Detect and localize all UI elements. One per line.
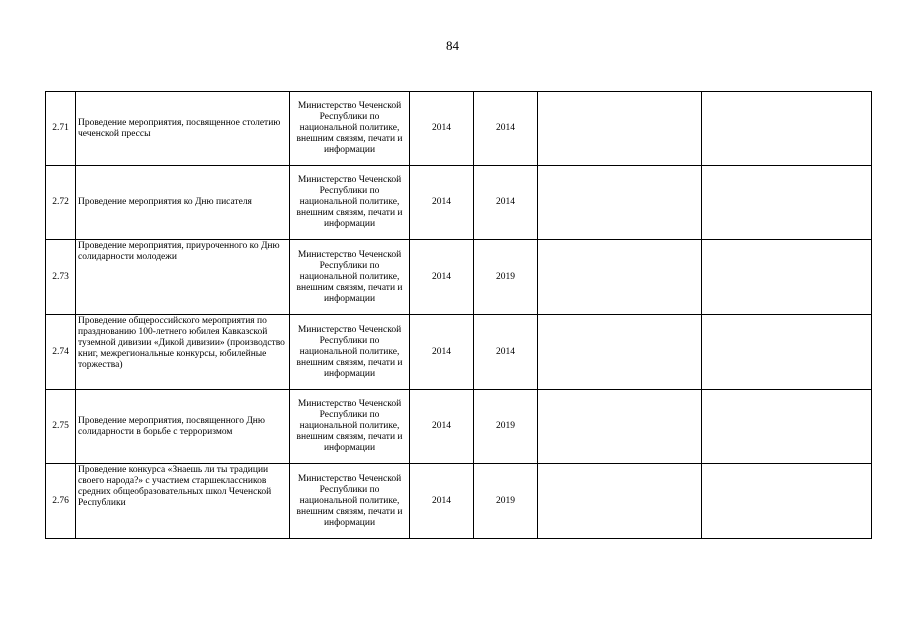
executor: Министерство Чеченской Республики по национальной политике, внешним связям, печати и информации — [290, 464, 410, 539]
page-number: 84 — [446, 38, 459, 53]
empty-cell — [702, 315, 872, 390]
event-name: Проведение мероприятия ко Дню писателя — [76, 166, 290, 240]
empty-cell — [538, 315, 702, 390]
end-year: 2019 — [474, 240, 538, 315]
row-number: 2.75 — [46, 390, 76, 464]
empty-cell — [702, 464, 872, 539]
empty-cell — [702, 240, 872, 315]
row-number: 2.76 — [46, 464, 76, 539]
start-year: 2014 — [410, 240, 474, 315]
events-table — [45, 91, 872, 539]
empty-cell — [538, 464, 702, 539]
executor: Министерство Чеченской Республики по национальной политике, внешним связям, печати и информации — [290, 92, 410, 166]
start-year: 2014 — [410, 166, 474, 240]
start-year: 2014 — [410, 315, 474, 390]
event-name: Проведение мероприятия, посвященное столетию чеченской прессы — [76, 92, 290, 166]
empty-cell — [538, 166, 702, 240]
empty-cell — [538, 390, 702, 464]
table-row — [46, 315, 872, 390]
row-number: 2.72 — [46, 166, 76, 240]
empty-cell — [538, 240, 702, 315]
end-year: 2014 — [474, 166, 538, 240]
empty-cell — [538, 92, 702, 166]
table-row — [46, 390, 872, 464]
table-row — [46, 166, 872, 240]
start-year: 2014 — [410, 464, 474, 539]
empty-cell — [702, 390, 872, 464]
executor: Министерство Чеченской Республики по национальной политике, внешним связям, печати и информации — [290, 166, 410, 240]
empty-cell — [702, 92, 872, 166]
table-row — [46, 240, 872, 315]
end-year: 2014 — [474, 92, 538, 166]
row-number: 2.73 — [46, 240, 76, 315]
start-year: 2014 — [410, 92, 474, 166]
event-name: Проведение конкурса «Знаешь ли ты традиции своего народа?» с участием старшеклассников средних общеобразовательных школ Чеченской Республики — [76, 464, 290, 539]
executor: Министерство Чеченской Республики по национальной политике, внешним связям, печати и информации — [290, 390, 410, 464]
event-name: Проведение мероприятия, приуроченного ко Дню солидарности молодежи — [76, 240, 290, 315]
end-year: 2019 — [474, 390, 538, 464]
table-row — [46, 92, 872, 166]
row-number: 2.71 — [46, 92, 76, 166]
end-year: 2019 — [474, 464, 538, 539]
empty-cell — [702, 166, 872, 240]
table-row — [46, 464, 872, 539]
event-name: Проведение мероприятия, посвященного Дню солидарности в борьбе с терроризмом — [76, 390, 290, 464]
executor: Министерство Чеченской Республики по национальной политике, внешним связям, печати и информации — [290, 240, 410, 315]
executor: Министерство Чеченской Республики по национальной политике, внешним связям, печати и информации — [290, 315, 410, 390]
end-year: 2014 — [474, 315, 538, 390]
event-name: Проведение общероссийского мероприятия по празднованию 100-летнего юбилея Кавказской туземной дивизии «Дикой дивизии» (производство книг, межрегиональные конкурсы, юбилейные торжества) — [76, 315, 290, 390]
start-year: 2014 — [410, 390, 474, 464]
row-number: 2.74 — [46, 315, 76, 390]
